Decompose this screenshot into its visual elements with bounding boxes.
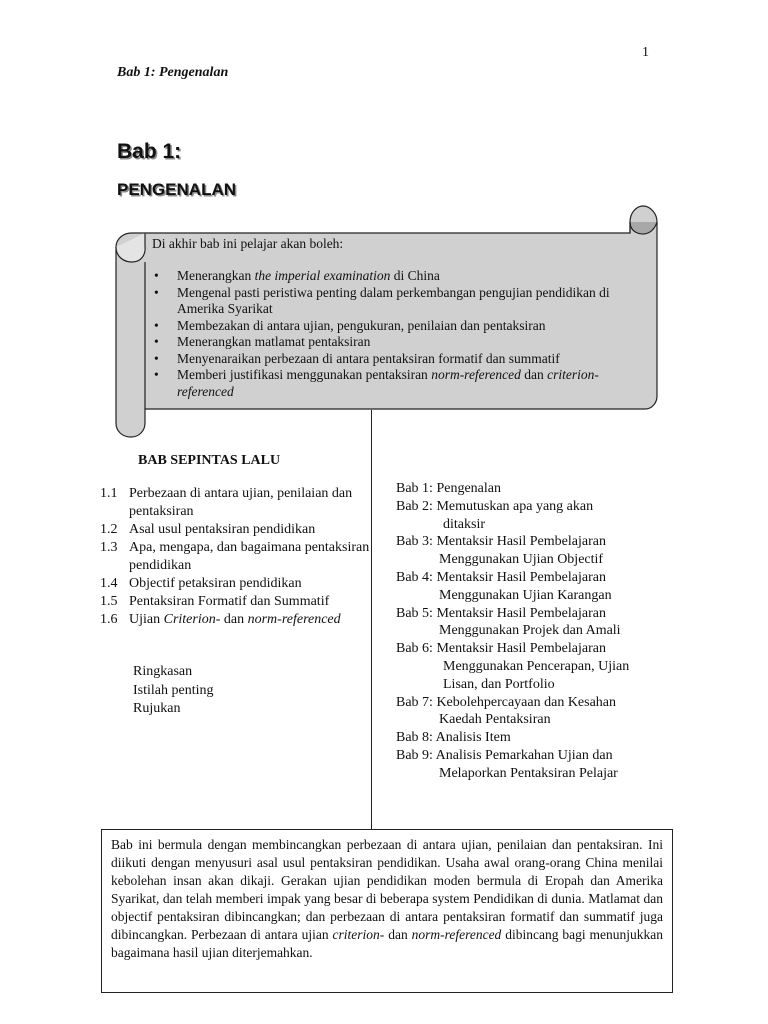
- list-item: Bab 8: Analisis Item: [396, 730, 511, 746]
- objectives-intro: Di akhir bab ini pelajar akan boleh:: [152, 236, 344, 251]
- list-item: Bab 9: Analisis Pemarkahan Ujian dan Melaporkan Pentaksiran Pelajar: [396, 747, 618, 781]
- list-item: Bab 6: Mentaksir Hasil Pembelajaran Menggunakan Pencerapan, Ujian Lisan, dan Portfolio: [396, 641, 630, 692]
- list-item: • Membezakan di antara ujian, pengukuran, penilaian dan pentaksiran: [152, 318, 652, 335]
- list-item: • Mengenal pasti peristiwa penting dalam perkembangan pengujian pendidikan di Amerika Syarikat: [152, 285, 652, 318]
- list-item: 1.1 Perbezaan di antara ujian, penilaian dan pentaksiran: [100, 486, 353, 519]
- list-item: • Menerangkan the imperial examination di China: [152, 268, 652, 285]
- list-item: Istilah penting: [133, 682, 214, 698]
- objectives-list: [152, 268, 652, 400]
- list-item: Rujukan: [133, 701, 181, 716]
- running-head: Bab 1: Pengenalan: [117, 65, 229, 80]
- list-item: • Memberi justifikasi menggunakan pentaksiran norm-referenced dan criterion-referenced: [152, 367, 652, 400]
- section-list: [100, 485, 370, 629]
- list-item: Bab 1: Pengenalan: [396, 481, 501, 496]
- list-item: • Menyenaraikan perbezaan di antara pentaksiran formatif dan summatif: [152, 351, 652, 368]
- list-item: 1.6 Ujian Criterion- dan norm-referenced: [100, 612, 341, 627]
- list-item: Bab 2: Memutuskan apa yang akan ditaksir: [396, 498, 594, 532]
- page-number: 1: [642, 45, 649, 60]
- list-item: Bab 7: Kebolehpercayaan dan Kesahan Kaedah Pentaksiran: [396, 694, 617, 728]
- list-item: Bab 4: Mentaksir Hasil Pembelajaran Menggunakan Ujian Karangan: [396, 569, 612, 603]
- list-item: 1.5 Pentaksiran Formatif dan Summatif: [100, 594, 330, 609]
- chapter-title: Bab 1:: [117, 140, 182, 163]
- chapter-subtitle: PENGENALAN: [117, 180, 237, 199]
- list-item: Ringkasan: [133, 664, 193, 679]
- list-item: 1.2 Asal usul pentaksiran pendidikan: [100, 522, 316, 537]
- list-item: 1.4 Objectif petaksiran pendidikan: [100, 576, 302, 591]
- list-item: Bab 3: Mentaksir Hasil Pembelajaran Menggunakan Ujian Objectif: [396, 534, 606, 568]
- chapter-summary: Bab ini bermula dengan membincangkan perbezaan di antara ujian, penilaian dan pentaksiran. Ini diikuti dengan menyusuri asal usul pentaksiran pendidikan. Usaha awal orang-orang China menilai kebolehan insan akan dikaji. Gerakan ujian pendidikan moden bermula di Eropah dan Amerika Syarikat, dan telah memberi impak yang besar di beberapa system Pendidikan di dunia. Matlamat dan objectif pentaksiran dibincangkan; dan perbezaan di antara pentaksiran formatif dan summatif juga dibincangkan. Perbezaan di antara ujian criterion- dan norm-referenced dibincang bagi menunjukkan bagaimana hasil ujian diterjemahkan.: [101, 829, 673, 993]
- column-divider: [371, 410, 372, 830]
- list-item: • Menerangkan matlamat pentaksiran: [152, 334, 652, 351]
- list-item: Bab 5: Mentaksir Hasil Pembelajaran Menggunakan Projek dan Amali: [396, 605, 621, 639]
- extras-list: [133, 663, 214, 719]
- chapter-list: [396, 480, 686, 783]
- list-item: 1.3 Apa, mengapa, dan bagaimana pentaksiran pendidikan: [100, 540, 370, 573]
- overview-heading: BAB SEPINTAS LALU: [138, 453, 281, 468]
